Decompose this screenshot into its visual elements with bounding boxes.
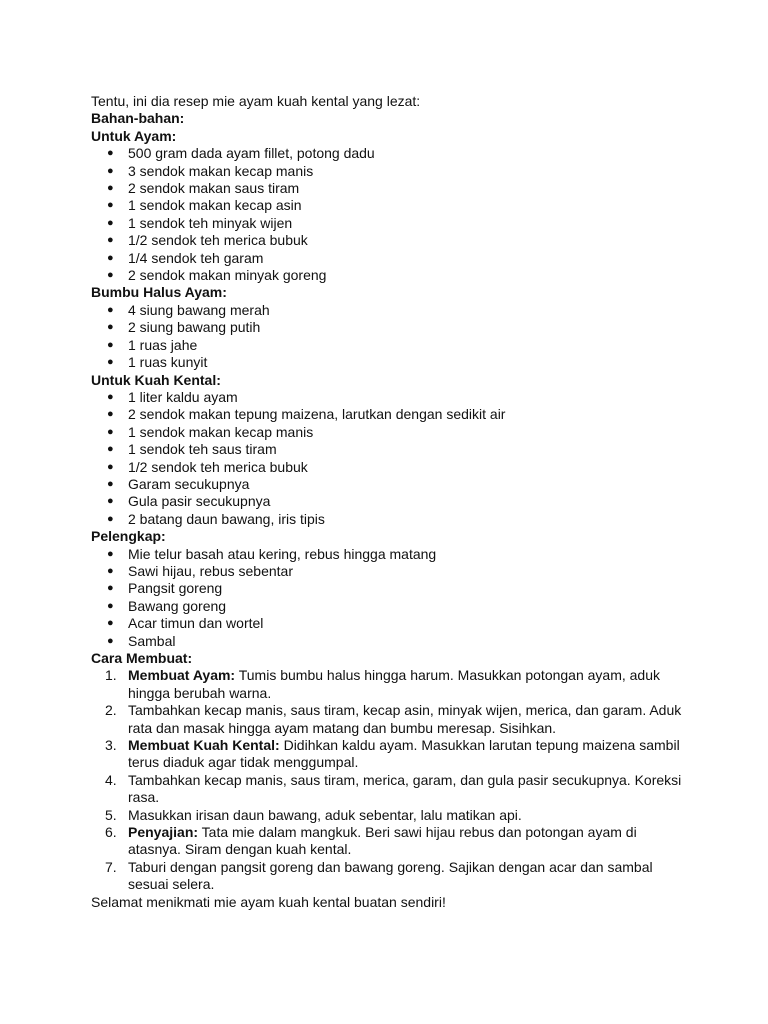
step-text: Taburi dengan pangsit goreng dan bawang goreng. Sajikan dengan acar dan sambal sesuai selera. [128, 858, 653, 893]
ingredient-item [91, 563, 691, 580]
bullet-icon: ● [107, 199, 114, 212]
ingredient-text: 4 siung bawang merah [128, 301, 270, 318]
bullet-icon: ● [107, 269, 114, 282]
ingredient-text: Gula pasir secukupnya [128, 493, 271, 510]
ingredient-text: 1 sendok teh minyak wijen [128, 214, 293, 231]
bullet-icon: ● [107, 512, 114, 525]
ingredient-item [91, 319, 691, 336]
method-step [91, 702, 688, 737]
ingredient-sections [91, 128, 691, 650]
step-text: Tambahkan kecap manis, saus tiram, merica, garam, dan gula pasir secukupnya. Koreksi rasa. [128, 771, 682, 806]
ingredient-text: Acar timun dan wortel [128, 615, 264, 632]
method-step [91, 824, 688, 859]
ingredient-item [91, 267, 691, 284]
method-step [91, 807, 688, 824]
step-number: 4. [105, 771, 117, 788]
ingredient-item [91, 215, 691, 232]
step-number: 6. [105, 824, 117, 841]
bullet-icon: ● [107, 547, 114, 560]
ingredient-text: 2 sendok makan tepung maizena, larutkan dengan sedikit air [128, 406, 506, 423]
ingredient-item [91, 250, 691, 267]
method-step [91, 859, 688, 894]
ingredient-text: 1/2 sendok teh merica bubuk [128, 458, 308, 475]
ingredient-item [91, 337, 691, 354]
bullet-icon: ● [107, 321, 114, 334]
ingredient-item [91, 615, 691, 632]
step-number: 1. [105, 667, 117, 684]
step-title: Penyajian: [128, 824, 199, 841]
ingredient-item [91, 145, 691, 162]
ingredient-text: 2 batang daun bawang, iris tipis [128, 510, 325, 527]
ingredient-text: Garam secukupnya [128, 475, 250, 492]
intro-text: Tentu, ini dia resep mie ayam kuah kental yang lezat: [91, 93, 421, 109]
recipe-document [91, 93, 691, 911]
ingredient-text: 2 sendok makan minyak goreng [128, 267, 327, 284]
bullet-icon: ● [107, 234, 114, 247]
ingredient-text: Mie telur basah atau kering, rebus hingga matang [128, 545, 437, 562]
step-text: Didihkan kaldu ayam. Masukkan larutan tepung maizena sambil terus diaduk agar tidak menggumpal. [128, 737, 680, 771]
bullet-icon: ● [107, 408, 114, 421]
ingredient-item [91, 633, 691, 650]
bullet-icon: ● [107, 564, 114, 577]
method-step [91, 667, 688, 702]
ingredient-text: 2 sendok makan saus tiram [128, 180, 300, 197]
ingredient-list [91, 302, 691, 372]
ingredient-item [91, 511, 691, 528]
ingredient-item [91, 354, 691, 371]
bullet-icon: ● [107, 164, 114, 177]
bullet-icon: ● [107, 582, 114, 595]
ingredient-list [91, 546, 691, 650]
bullet-icon: ● [107, 425, 114, 438]
ingredient-text: 1 ruas jahe [128, 336, 198, 353]
ingredient-item [91, 441, 691, 458]
ingredient-text: 1 sendok makan kecap asin [128, 197, 302, 214]
step-text: Tumis bumbu halus hingga harum. Masukkan potongan ayam, aduk hingga berubah warna. [128, 667, 661, 701]
bullet-icon: ● [107, 338, 114, 351]
ingredient-text: 2 siung bawang putih [128, 319, 261, 336]
ingredient-item [91, 598, 691, 615]
bullet-icon: ● [107, 599, 114, 612]
step-text: Tambahkan kecap manis, saus tiram, kecap asin, minyak wijen, merica, dan garam. Aduk rata dan masak hingga ayam matang dan bumbu meresap. Sisihkan. [128, 702, 682, 736]
method-step [91, 737, 688, 772]
method-steps [91, 667, 691, 893]
ingredient-item [91, 180, 691, 197]
ingredients-heading: Bahan-bahan: [91, 110, 185, 127]
step-number: 3. [105, 737, 117, 754]
bullet-icon: ● [107, 634, 114, 647]
bullet-icon: ● [107, 356, 114, 369]
ingredient-item [91, 476, 691, 493]
ingredient-item [91, 580, 691, 597]
ingredient-item [91, 546, 691, 563]
section-heading: Untuk Ayam: [91, 127, 177, 144]
bullet-icon: ● [107, 216, 114, 229]
step-text: Tata mie dalam mangkuk. Beri sawi hijau rebus dan potongan ayam di atasnya. Siram dengan kuah kental. [128, 824, 637, 858]
ingredient-item [91, 163, 691, 180]
ingredient-item [91, 406, 691, 423]
step-title: Membuat Ayam: [128, 667, 236, 684]
step-number: 5. [105, 806, 117, 823]
section-heading: Pelengkap: [91, 528, 166, 545]
step-text: Masukkan irisan daun bawang, aduk sebentar, lalu matikan api. [128, 806, 522, 823]
ingredient-item [91, 459, 691, 476]
section-heading: Bumbu Halus Ayam: [91, 284, 227, 301]
bullet-icon: ● [107, 303, 114, 316]
bullet-icon: ● [107, 182, 114, 195]
ingredient-item [91, 493, 691, 510]
step-number: 2. [105, 702, 117, 719]
ingredient-text: 3 sendok makan kecap manis [128, 162, 314, 179]
ingredient-text: 1/2 sendok teh merica bubuk [128, 232, 308, 249]
step-number: 7. [105, 858, 117, 875]
bullet-icon: ● [107, 617, 114, 630]
method-step [91, 772, 688, 807]
ingredient-text: Sawi hijau, rebus sebentar [128, 562, 293, 579]
bullet-icon: ● [107, 495, 114, 508]
ingredient-text: Sambal [128, 632, 176, 649]
ingredient-list [91, 145, 691, 284]
ingredient-text: Bawang goreng [128, 597, 227, 614]
step-title: Membuat Kuah Kental: [128, 737, 280, 754]
closing-text: Selamat menikmati mie ayam kuah kental buatan sendiri! [91, 893, 446, 910]
ingredient-item [91, 232, 691, 249]
bullet-icon: ● [107, 477, 114, 490]
ingredient-item [91, 389, 691, 406]
bullet-icon: ● [107, 443, 114, 456]
bullet-icon: ● [107, 147, 114, 160]
ingredient-text: 1 sendok teh saus tiram [128, 441, 277, 458]
ingredient-item [91, 302, 691, 319]
bullet-icon: ● [107, 251, 114, 264]
ingredient-text: Pangsit goreng [128, 580, 223, 597]
bullet-icon: ● [107, 460, 114, 473]
ingredient-text: 1 sendok makan kecap manis [128, 423, 314, 440]
ingredient-item [91, 197, 691, 214]
ingredient-text: 500 gram dada ayam fillet, potong dadu [128, 145, 375, 162]
ingredient-text: 1 liter kaldu ayam [128, 388, 238, 405]
ingredient-list [91, 389, 691, 528]
bullet-icon: ● [107, 390, 114, 403]
method-heading: Cara Membuat: [91, 650, 193, 666]
section-heading: Untuk Kuah Kental: [91, 371, 221, 388]
ingredient-text: 1 ruas kunyit [128, 354, 208, 371]
ingredient-item [91, 424, 691, 441]
ingredient-text: 1/4 sendok teh garam [128, 249, 264, 266]
